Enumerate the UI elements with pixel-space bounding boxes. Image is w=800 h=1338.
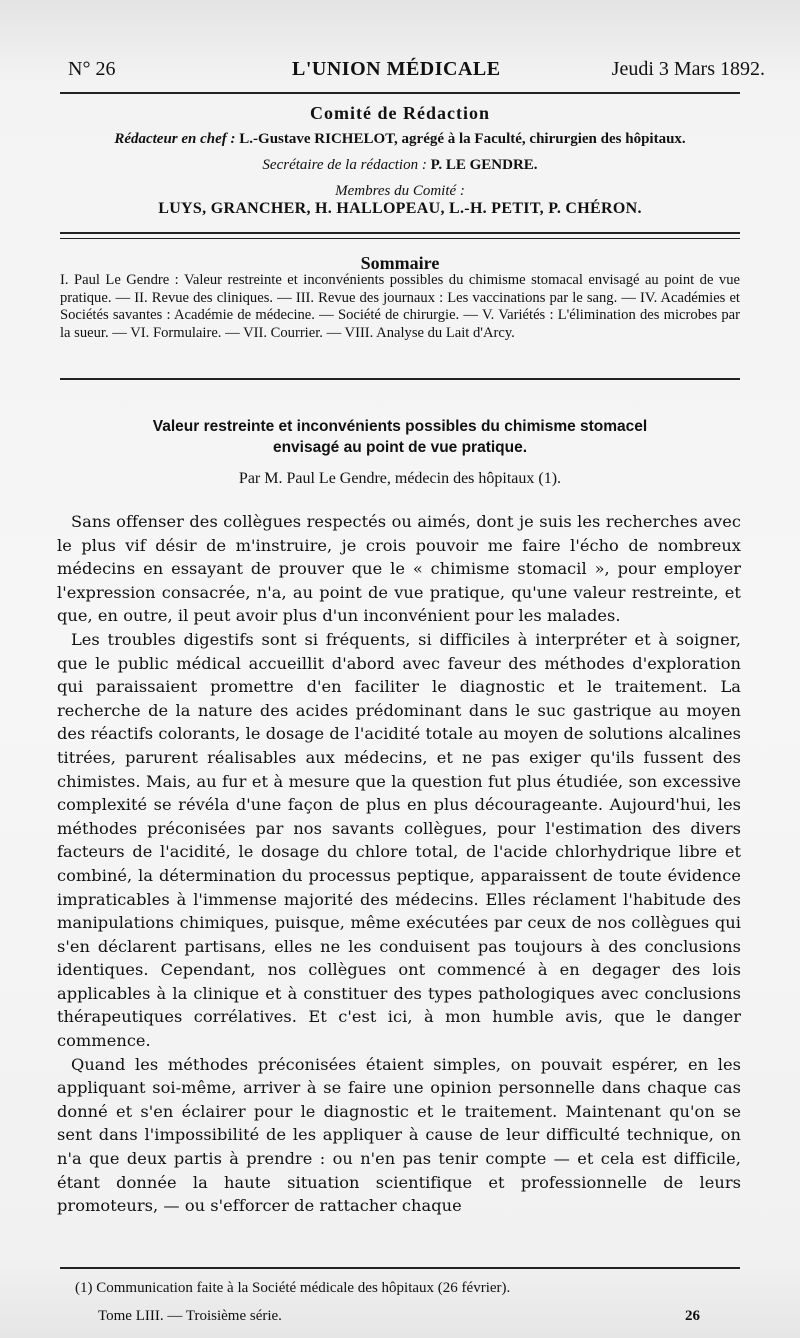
members-label: Membres du Comité : <box>335 183 465 199</box>
members-value: LUYS, GRANCHER, H. HALLOPEAU, L.-H. PETIT, P. CHÉRON. <box>158 200 642 217</box>
summary-title: Sommaire <box>360 253 440 273</box>
secretary-value: P. LE GENDRE. <box>430 157 538 173</box>
paragraph: Les troubles digestifs sont si fréquents, si difficiles à interpréter et à soigner, que le public médical accueillit d'abord avec faveur des méthodes d'exploration qui paraissaient promettre d'en faciliter le diagnostic et le traitement. La recherche de la nature des acides prédominant dans le suc gastrique au moyen des réactifs colorants, le dosage de l'acidité totale au moyen de solutions alcalines titrées, parurent réalisables aux médecins, et ne pas exiger qu'ils fussent des chimistes. Mais, au fur et à mesure que la question fut plus étudiée, son excessive complexité se révéla d'une façon de plus en plus décourageante. Aujourd'hui, les méthodes préconisées par nos savants collègues, pour l'estimation des divers facteurs de l'acidité, le dosage du chlore total, de l'acide chlorhydrique libre et combiné, la détermination du processus peptique, apparaissent de toute évidence impraticables à l'immense majorité des médecins. Elles réclament l'habitude des manipulations chimiques, puisque, même exécutées par ceux de nos collègues qui s'en déclarent partisans, elles ne les conduisent pas toujours à des conclusions identiques. Cependant, nos collègues ont commencé à en degager des lois applicables à la clinique et à constituer des types pathologiques avec conclusions thérapeutiques corrélatives. Et c'est ici, à mon humble avis, que le danger commence. <box>57 629 741 1051</box>
volume-label: Tome LIII. — Troisième série. <box>98 1308 282 1324</box>
footnote: (1) Communication faite à la Société médicale des hôpitaux (26 février). <box>75 1280 511 1296</box>
footnote-rule <box>60 1267 740 1269</box>
page-number: 26 <box>685 1308 700 1324</box>
editor-value: L.-Gustave RICHELOT, agrégé à la Faculté, chirurgien des hôpitaux. <box>239 131 686 147</box>
page-header <box>60 58 765 86</box>
summary-rule <box>60 378 740 380</box>
summary-text: I. Paul Le Gendre : Valeur restreinte et inconvénients possibles du chimisme stomacal envisagé au point de vue pratique. — II. Revue des cliniques. — III. Revue des journaux : Les vaccinations par le sang. — IV. Académies et Sociétés savantes : Académie de médecine. — Société de chirurgie. — V. Variétés : L'élimination des microbes par la sueur. — VI. Formulaire. — VII. Courrier. — VIII. Analyse du Lait d'Arcy. <box>60 272 740 341</box>
committee-secretary <box>0 157 800 174</box>
article-body <box>57 510 741 1218</box>
article-title-line2: envisagé au point de vue pratique. <box>272 439 528 456</box>
article-title-line1: Valeur restreinte et inconvénients possibles du chimisme stomacel <box>152 418 648 435</box>
article-byline: Par M. Paul Le Gendre, médecin des hôpitaux (1). <box>238 470 562 487</box>
header-rule <box>60 92 740 94</box>
paragraph: Quand les méthodes préconisées étaient simples, on pouvait espérer, en les appliquant soi-même, arriver à se faire une opinion personnelle dans chaque cas donné et s'en éclairer pour le diagnostic et le traitement. Maintenant qu'on se sent dans l'impossibilité de les appliquer à cause de leur difficulté technique, on n'a que deux partis à prendre : ou n'en pas tenir compte — et cela est difficile, étant donnée la haute situation scientifique et professionnelle de leurs promoteurs, — ou s'efforcer de rattacher chaque <box>57 1054 741 1216</box>
committee-editor <box>0 131 800 148</box>
editor-label: Rédacteur en chef : <box>114 131 236 147</box>
secretary-label: Secrétaire de la rédaction : <box>262 157 427 173</box>
committee-rule-bottom <box>60 238 740 239</box>
committee-rule-top <box>60 232 740 234</box>
paragraph: Sans offenser des collègues respectés ou aimés, dont je suis les recherches avec le plus vif désir de m'instruire, je crois pouvoir me faire l'écho de nombreux médecins en essayant de prouver que le « chimisme stomacil », pour employer l'expression consacrée, n'a, au point de vue pratique, qu'une valeur restreinte, et que, en outre, il peut avoir plus d'un inconvénient pour les malades. <box>57 512 741 626</box>
committee-title: Comité de Rédaction <box>310 103 490 123</box>
journal-title: L'UNION MÉDICALE <box>292 58 501 80</box>
issue-date: Jeudi 3 Mars 1892. <box>611 58 765 80</box>
issue-number: N° 26 <box>68 58 116 80</box>
